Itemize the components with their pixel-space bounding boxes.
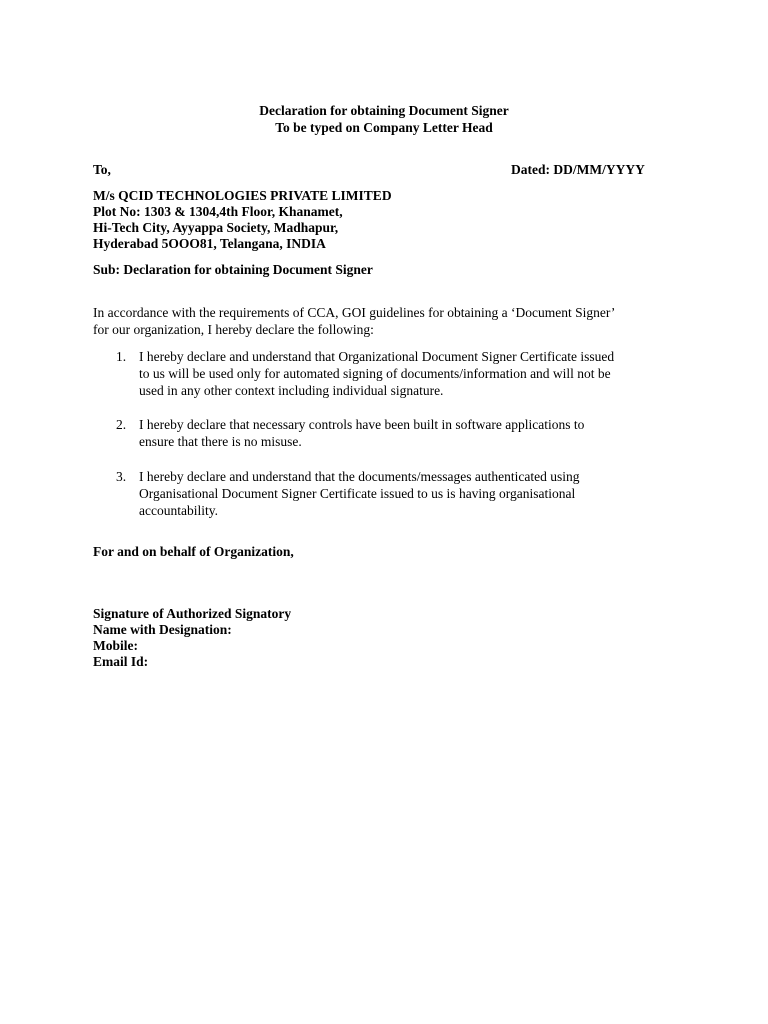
intro-line: for our organization, I hereby declare the following: — [93, 322, 374, 337]
declaration-line: ensure that there is no misuse. — [139, 434, 302, 449]
declaration-number: 2. — [116, 417, 127, 432]
to-label: To, — [93, 162, 111, 177]
mobile-label: Mobile: — [93, 638, 138, 653]
document-subtitle: To be typed on Company Letter Head — [275, 120, 493, 135]
declaration-number: 1. — [116, 349, 127, 364]
declaration-text — [139, 468, 679, 519]
intro-paragraph — [93, 304, 683, 338]
subject-line: Sub: Declaration for obtaining Document Signer — [93, 262, 373, 277]
address-line: Hyderabad 5OOO81, Telangana, INDIA — [93, 236, 326, 251]
intro-line: In accordance with the requirements of CCA, GOI guidelines for obtaining a ‘Document Signer’ — [93, 305, 616, 320]
declaration-number: 3. — [116, 469, 127, 484]
signature-label: Signature of Authorized Signatory — [93, 606, 292, 621]
declaration-text — [139, 416, 679, 450]
declaration-line: used in any other context including individual signature. — [139, 383, 444, 398]
declaration-line: accountability. — [139, 503, 218, 518]
declaration-text — [139, 348, 679, 399]
designation-label: Name with Designation: — [93, 622, 232, 637]
declaration-line: to us will be used only for automated signing of documents/information and will not be — [139, 366, 611, 381]
declaration-line: Organisational Document Signer Certificate issued to us is having organisational — [139, 486, 576, 501]
document-title: Declaration for obtaining Document Signer — [259, 103, 509, 118]
behalf-line: For and on behalf of Organization, — [93, 544, 294, 559]
address-line: Hi-Tech City, Ayyappa Society, Madhapur, — [93, 220, 339, 235]
declaration-line: I hereby declare that necessary controls have been built in software applications to — [139, 417, 585, 432]
address-line: Plot No: 1303 & 1304,4th Floor, Khanamet, — [93, 204, 343, 219]
declaration-line: I hereby declare and understand that Organizational Document Signer Certificate issued — [139, 349, 615, 364]
declaration-line: I hereby declare and understand that the documents/messages authenticated using — [139, 469, 580, 484]
address-line: M/s QCID TECHNOLOGIES PRIVATE LIMITED — [93, 188, 392, 203]
email-label: Email Id: — [93, 654, 149, 669]
dated-field: Dated: DD/MM/YYYY — [511, 162, 645, 177]
